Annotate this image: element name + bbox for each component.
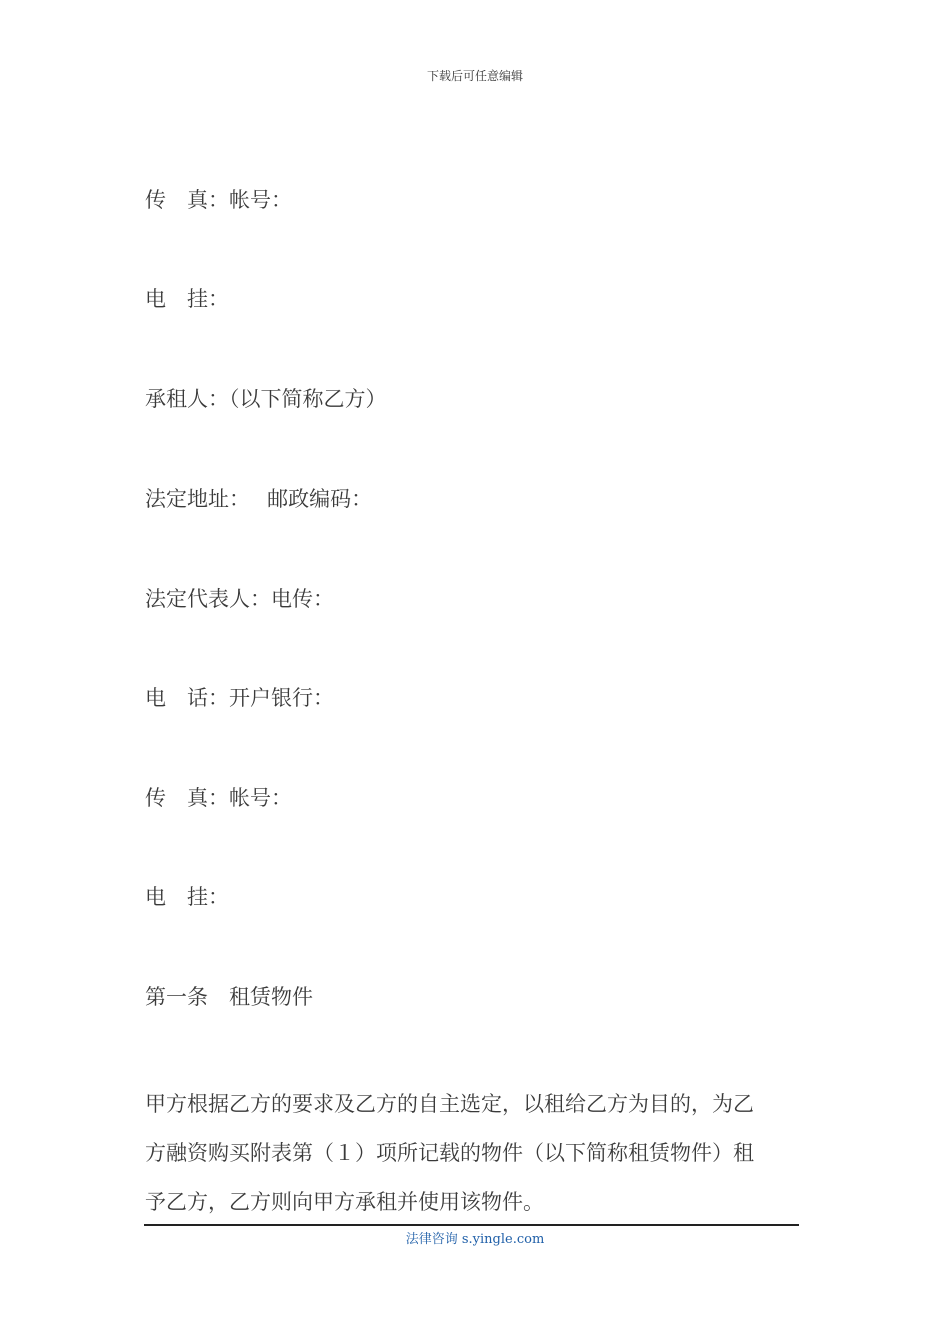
paragraph-line: 予乙方，乙方则向甲方承租并使用该物件。 — [145, 1190, 544, 1214]
legal-representative-line: 法定代表人：电传： — [145, 587, 334, 611]
fax-account-line-2: 传 真：帐号： — [145, 786, 292, 810]
legal-address-line: 法定地址： 邮政编码： — [145, 487, 373, 511]
page-header-note: 下载后可任意编辑 — [426, 69, 523, 83]
footer-legal-consult-link[interactable]: 法律咨询 s.yingle.com — [405, 1232, 545, 1247]
telegraph-line-2: 电 挂： — [145, 885, 229, 909]
lessee-line: 承租人：（以下简称乙方） — [145, 387, 387, 411]
phone-bank-line: 电 话：开户银行： — [145, 686, 334, 710]
telegraph-line: 电 挂： — [145, 287, 229, 311]
article-one-heading: 第一条 租赁物件 — [145, 985, 313, 1009]
article-one-paragraph — [145, 1080, 795, 1227]
fax-account-line: 传 真：帐号： — [145, 188, 292, 212]
paragraph-line: 方融资购买附表第（１）项所记载的物件（以下简称租赁物件）租 — [145, 1141, 754, 1165]
paragraph-line: 甲方根据乙方的要求及乙方的自主选定，以租给乙方为目的，为乙 — [145, 1092, 754, 1116]
footer-divider — [144, 1224, 799, 1226]
